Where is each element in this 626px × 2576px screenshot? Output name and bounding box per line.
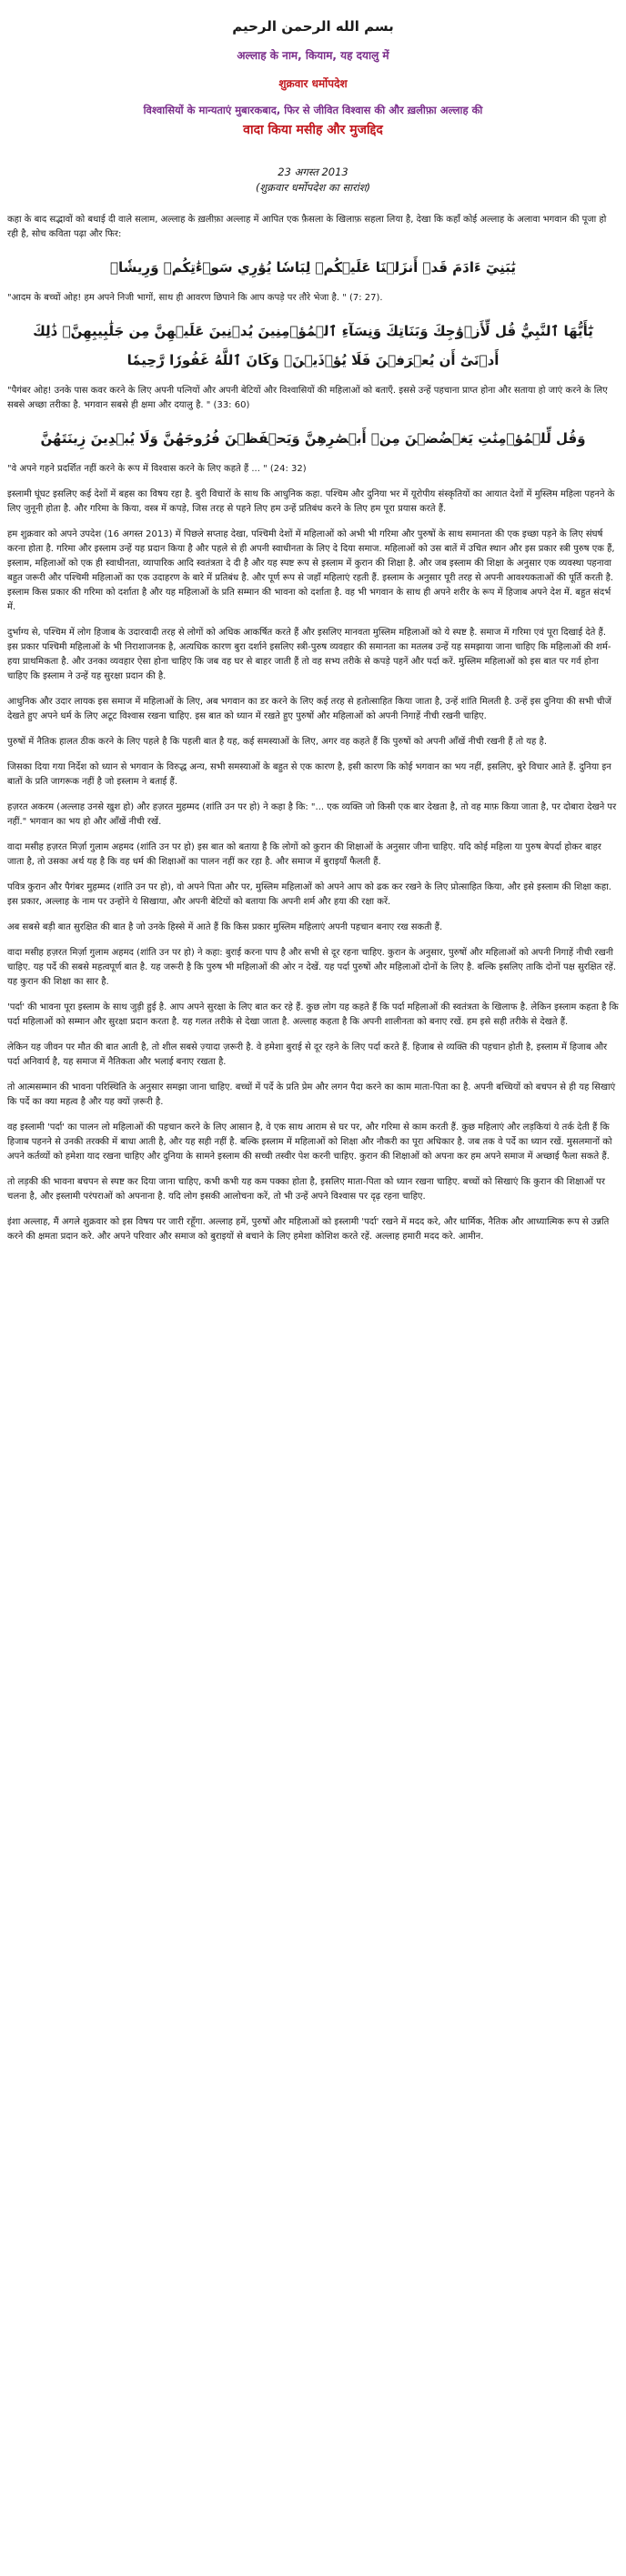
verse-translation: "आदम के बच्चों ओह! हम अपने निजी भागों, साथ ही आवरण छिपाने कि आप कपड़े पर तौरे भेजा है. " (7: 27). [7,293,383,303]
paragraph: तो लड़की की भावना बचपन से स्पष्ट कर दिया जाना चाहिए, कभी कभी यह कम पक्का होता है, इसलिए माता-पिता को ध्यान रखना चाहिए. बच्चों को सिखाएं कि कुरान की शिक्षाओं पर चलना है, और इस्लामी परंपराओं को अपनाना है. यदि लोग इसकी आलोचना करें, तो भी उन्हें अपने विश्वास पर दृढ़ रहना चाहिए. [7,1177,605,1202]
paragraph: अब सबसे बड़ी बात सुरक्षित की बात है जो उनके हिस्से में आते हैं कि किस प्रकार मुस्लिम महिलाएं अपनी पहचान बनाए रख सकती हैं. [7,922,443,932]
bismillah-heading: بسم الله الرحمن الرحيم [232,18,394,35]
sermon-label: शुक्रवार धर्मोपदेश [278,77,348,90]
paragraph: तो आत्मसम्मान की भावना परिस्थिति के अनुसार समझा जाना चाहिए. बच्चों में पर्दे के प्रति प्रेम और लगन पैदा करने का काम माता-पिता का है. अपनी बच्चियों को बचपन से ही यह सिखाएं कि पर्दे का क्या महत्व है और यह क्यों ज़रूरी है. [7,1082,616,1107]
paragraph: इस्लामी घूंघट इसलिए कई देशों में बहस का विषय रहा है. बुरी विचारों के साथ कि आधुनिक कहा. पश्चिम और दुनिया भर में यूरोपीय संस्कृतियों का आयात देशों में मुस्लिम महिला पहनने के लिए जुनूनी होता है. और गरिमा के किया, वस्त्र में कपड़े, जिस तरह से पहने लिए हम उन्हें प्रतिबंध करने के लिए हम पूरा प्रयास करते हैं. [7,489,615,514]
paragraph: दुर्भाग्य से, पश्चिम में लोग हिजाब के उदारवादी तरह से लोगों को अधिक आकर्षित करते हैं और इसलिए मानवता मुस्लिम महिलाओं को ये स्पष्ट है. समाज में गरिमा एवं पूरा दिखाई देते हैं. इस प्रकार पश्चिमी महिलाओं के भी निराशाजनक है, अत्यधिक कारण बुरा दर्शाने इसलिए स्त्री-पुरुष व्यवहार की समानता का मतलब उन्हें यह समझाया जाना चाहिए कि महिलाओं की शर्म-हया प्राथमिकता है. और उनका व्यवहार ऐसा होना चाहिए कि जब वह घर से बाहर जाती हैं तो वह सभ्य तरीके से कपड़े पहनें और पर्दा करें. मुस्लिम महिलाओं को इस बात पर गर्व होना चाहिए कि इस्लाम ने उन्हें यह सुरक्षा प्रदान की है. [7,628,611,681]
intro-line: विश्वासियों के मान्यताएं मुबारकबाद, फिर से जीवित विश्वास की और ख़लीफ़ा अल्लाह की [143,104,483,116]
quran-verse: يَٰٓأَيُّهَا ٱلنَّبِيُّ قُل لِّأَزۡوَٰجِكَ وَبَنَاتِكَ وَنِسَآءِ ٱلۡمُؤۡمِنِينَ يُدۡنِينَ عَلَيۡهِنَّ مِن جَلَٰبِيبِهِنَّۚ ذَٰلِكَ أَدۡنَىٰٓ أَن يُعۡرَفۡنَ فَلَا يُؤۡذَيۡنَۗ وَكَانَ ٱللَّهُ غَفُورٗا رَّحِيمٗا [33,323,593,368]
paragraph: कहा के बाद सद्भावों को बधाई दी वाले सलाम, अल्लाह के ख़लीफ़ा अल्लाह में आपित एक फ़ैसला के खिलाफ़ सहला लिया है, देखा कि कहाँ कोई अल्लाह के अलावा भगवान की पूजा हो रही है, सोच कविता पढ़ा और फिर: [7,215,607,239]
paragraph: आधुनिक और उदार लायक इस समाज में महिलाओं के लिए, अब भगवान का डर करने के लिए कई तरह से हतोत्साहित किया जाता है, उन्हें शांति मिलती है. उन्हें इस दुनिया की सभी चीजें देखते हुए अपने धर्म के लिए अटूट विश्वास रखना चाहिए. इस बात को ध्यान में रखते हुए पुरुषों और महिलाओं को अपनी निगाहें नीची रखनी चाहिए. [7,697,611,721]
paragraph: 'पर्दा' की भावना पूरा इस्लाम के साथ जुड़ी हुई है. आप अपने सुरक्षा के लिए बात कर रहे हैं. कुछ लोग यह कहते हैं कि पर्दा महिलाओं की स्वतंत्रता के खिलाफ है. लेकिन इस्लाम कहता है कि पर्दा महिलाओं को सम्मान और सुरक्षा प्रदान करता है. यह गलत तरीके से देखा जाता है. अल्लाह कहता है कि अपनी शालीनता को बनाए रखें. हम इसे सही तरीके से देखते हैं. [7,1002,619,1027]
sermon-date: 23 अगस्त 2013 [278,166,348,178]
in-name-line: अल्लाह के नाम, कियाम, यह दयालु में [237,49,389,62]
sermon-title: वादा किया मसीह और मुजद्दिद [243,123,383,137]
paragraph: लेकिन यह जीवन पर मौत की बात आती है, तो शील सबसे ज़्यादा ज़रूरी है. वे हमेशा बुराई से दूर रहने के लिए पर्दा करते हैं. हिजाब से व्यक्ति की पहचान होती है, इस्लाम में हिजाब और पर्दा अनिवार्य है, यह समाज में नैतिकता और भलाई बनाए रखता है. [7,1042,608,1067]
paragraph: वह इस्लामी 'पर्दा' का पालन लो महिलाओं की पहचान करने के लिए आसान है, वे एक साथ आराम से घर पर, और गरिमा से काम करती हैं. कुछ महिलाएं और लड़कियां ये तर्क देती हैं कि हिजाब पहनने से उनकी तरक्की में बाधा आती है, और यह सही नहीं है. बल्कि इस्लाम में महिलाओं को शिक्षा और नौकरी का पूरा अधिकार है. जब तक वे पर्दे का ध्यान रखें. मुसलमानों को अपने कर्तव्यों को हमेशा याद रखना चाहिए और दुनिया के सामने इस्लाम की सच्ची तस्वीर पेश करनी चाहिए. कुरान की शिक्षाओं को अपना कर हम अपने समाज में अच्छाई फैला सकते हैं. [7,1122,612,1162]
quran-verse: يَٰبَنِيٓ ءَادَمَ قَدۡ أَنزَلۡنَا عَلَيۡكُمۡ لِبَاسٗا يُوَٰرِي سَوۡءَٰتِكُمۡ وَرِيشٗاۖ [110,259,516,276]
verse-translation: "वे अपने गहने प्रदर्शित नहीं करने के रूप में विश्वास करने के लिए कहते हैं ... " (24: 32) [7,464,307,474]
paragraph: पुरुषों में नैतिक हालत ठीक करने के लिए पहले है कि पहली बात है यह, कई समस्याओं के लिए, अगर वह कहते हैं कि पुरुषों को अपनी आँखें नीची रखनी हैं तो यह है. [7,737,548,747]
sermon-subtitle: (शुक्रवार धर्मोपदेश का सारांश) [255,181,371,194]
paragraph: वादा मसीह हज़रत मिर्ज़ा गुलाम अहमद (शांति उन पर हो) ने कहा: बुराई करना पाप है और सभी से दूर रहना चाहिए. कुरान के अनुसार, पुरुषों और महिलाओं को अपनी निगाहें नीची रखनी चाहिए. यह पर्दे की सबसे महत्वपूर्ण बात है. यह जरूरी है कि पुरुष भी महिलाओं की ओर न देखें. यह पर्दा पुरुषों और महिलाओं दोनों के लिए है. बल्कि इसलिए ताकि दोनों पक्ष सुरक्षित रहें. यह कुरान की शिक्षा का सार है. [7,948,617,987]
paragraph: वादा मसीह हज़रत मिर्ज़ा गुलाम अहमद (शांति उन पर हो) इस बात को बताया है कि लोगों को कुरान की शिक्षाओं के अनुसार जीना चाहिए. यदि कोई महिला या पुरुष बेपर्दा होकर बाहर जाता है, तो उसका अर्थ यह है कि वह धर्म की शिक्षाओं का पालन नहीं कर रहा है. और समाज में बुराइयाँ फैलती हैं. [7,842,601,867]
sermon-page [0,0,626,1244]
paragraph: जिसका दिया गया निर्देश को ध्यान से भगवान के विरुद्ध अन्य, सभी समस्याओं के बहुत से एक कारण है, इसी कारण कि कोई भगवान का भय नहीं, इसलिए, बुरे विचार आते हैं. दुनिया इन बातों के प्रति जागरूक नहीं है जो इस्लाम ने बताई हैं. [7,762,611,787]
paragraph: पवित्र कुरान और पैगंबर मुहम्मद (शांति उन पर हो), वो अपने पिता और पर, मुस्लिम महिलाओं को अपने आप को ढक कर रखने के लिए प्रोत्साहित किया, और इसे इस्लाम की शिक्षा कहा. इस प्रकार, अल्लाह के नाम पर उन्होंने ये सिखाया, और अपनी बेटियों को बताया कि अपनी शर्म और हया की रक्षा करें. [7,882,611,907]
paragraph: हज़रत अकरम (अल्लाह उनसे खुश हो) और हज़रत मुहम्मद (शांति उन पर हो) ने कहा है कि: "... एक व्यक्ति जो किसी एक बार देखता है, तो वह माफ़ किया जाता है, पर दोबारा देखने पर नहीं." भगवान का भय हो और आँखें नीची रखें. [7,802,617,827]
quran-verse: وَقُل لِّلۡمُؤۡمِنَٰتِ يَغۡضُضۡنَ مِنۡ أَبۡصَٰرِهِنَّ وَيَحۡفَظۡنَ فُرُوجَهُنَّ وَلَا يُبۡدِينَ زِينَتَهُنَّ [40,430,586,447]
paragraph: हम शुक्रवार को अपने उपदेश (16 अगस्त 2013) में पिछले सप्ताह देखा, पश्चिमी देशों में महिलाओं को अभी भी गरिमा और पुरुषों के साथ समानता की एक इच्छा पड़ने के लिए संघर्ष करना होता है. गरिमा और इस्लाम उन्हें यह प्रदान किया है और पहले से ही अपनी स्वाधीनता के लिए दे दिया समाज. महिलाओं को उस बातें में उचित स्थान और इस प्रकार स्त्री पुरुष एक हैं, इस्लाम, महिलाओं को एक ही स्वाधीनता, व्यापारिक आदि स्वतंत्रता दे दी है और यह स्पष्ट रूप से इस्लाम में कुरान की शिक्षा है. और जब इस्लाम की शिक्षा के अनुसार एक व्यवस्था पहनावा बहुत जरूरी और पश्चिमी महिलाओं का एक उदाहरण के बारे में प्रतिबंध है. और पूर्ण रूप से जहाँ महिलाएं रहती हैं. इस्लाम के अनुसार पूरी तरह से अपनी आवश्यकताओं की पूर्ति करती है. इस्लाम किस प्रकार की गरिमा को दर्शाता है और यह महिलाओं के प्रति सम्मान की भावना को दर्शाता है. वह भी भगवान के साथ ही अपने शरीर के रूप में हिजाब अपने देश में. बहुत संदर्भ में. [7,529,615,612]
paragraph: इंशा अल्लाह, मैं अगले शुक्रवार को इस विषय पर जारी रहूँगा. अल्लाह हमें, पुरुषों और महिलाओं को इस्लामी 'पर्दा' रखने में मदद करे, और धार्मिक, नैतिक और आध्यात्मिक रूप से उन्नति करने की क्षमता प्रदान करे. और अपने परिवार और समाज को बुराइयों से बचाने के लिए हमेशा कोशिश करते रहें. अल्लाह हमारी मदद करे. आमीन. [7,1217,610,1242]
verse-translation: "पैगंबर ओह! उनके पास कवर करने के लिए अपनी पत्नियों और अपनी बेटियों और विश्वासियों की महिलाओं को बताएँ. इससे उन्हें पहचाना प्राप्त होना और सताया हो जाएं करने के लिए सबसे अच्छा तरीका है. भगवान सबसे ही क्षमा और दयालु है. " (33: 60) [7,386,608,410]
